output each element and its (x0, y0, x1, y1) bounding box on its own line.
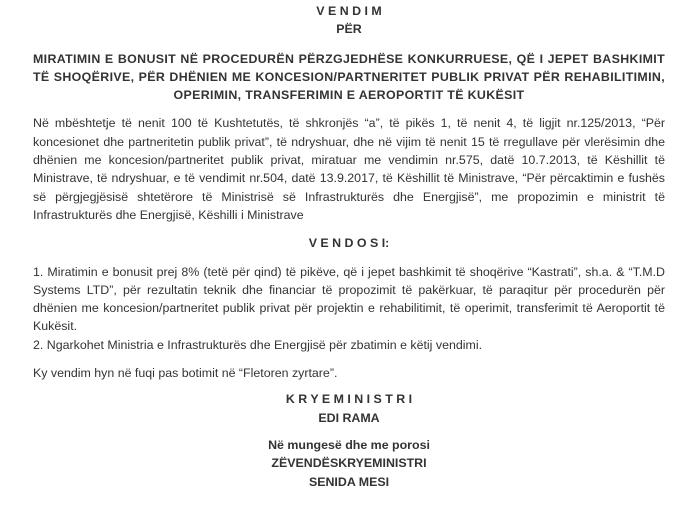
decides-heading: V E N D O S I: (308, 236, 390, 251)
decision-item-2: 2. Ngarkohet Ministria e Infrastrukturës dhe Energjisë për zbatimin e këtij vendimi. (33, 337, 483, 352)
document-body (33, 2, 665, 491)
decision-items-list (33, 263, 665, 354)
absence-note: Në mungesë dhe me porosi (268, 437, 430, 452)
document-title: V E N D I M (316, 4, 382, 18)
prime-minister-name: EDI RAMA (318, 410, 380, 425)
decision-item-1: 1. Miratimin e bonusit prej 8% (tetë për qind) të pikëve, që i jepet bashkimit të shoqërive “Kastrati”, sh.a. & “T.M.D Systems LTD”, për rezultatin teknik dhe financiar të propozimit të pakërkuar, të paraqitur për procedurën për dhënien me koncesion/partneritet publik privat për projektin e rehabilitimit, të operimit, transferimit të Aeroportit të Kukësit. (33, 264, 665, 334)
decision-subject: MIRATIMIN E BONUSIT NË PROCEDURËN PËRZGJEDHËSE KONKURRUESE, QË I JEPET BASHKIMIT TË SHOQËRIVE, PËR DHËNIEN ME KONCESION/PARTNERITET PUBLIK PRIVAT PËR REHABILITIMIN, OPERIMIN, TRANSFERIMIN E AEROPORTIT TË KUKËSIT (33, 51, 665, 103)
prime-minister-title: K R Y E M I N I S T R I (285, 392, 413, 407)
document-subtitle: PËR (336, 22, 362, 37)
preamble-paragraph: Në mbështetje të nenit 100 të Kushtetutës, të shkronjës “a”, të pikës 1, të nenit 4, të ligjit nr.125/2013, “Për koncesionet dhe partneritetin publik privat”, të ndryshuar, dhe në vijim të nenit 15 të rregullave për vlerësimin dhe dhënien me koncesion/partneritet publik privat, miratuar me vendimin nr.575, datë 10.7.2013, të Këshillit të Ministrave, të ndryshuar, e të vendimit nr.504, datë 13.9.2017, të Këshillit të Ministrave, “Për përcaktimin e fushës së përgjegjësisë shtetërore të Ministrisë së Infrastrukturës dhe Energjisë”, me propozimin e ministrit të Infrastrukturës dhe Energjisë, Këshilli i Ministrave (33, 116, 665, 222)
entry-into-force-text: Ky vendim hyn në fuqi pas botimit në “Fletoren zyrtare”. (33, 366, 338, 381)
deputy-name: SENIDA MESI (308, 474, 390, 489)
deputy-title: ZËVENDËSKRYEMINISTRI (271, 456, 427, 471)
signature-block (33, 390, 665, 490)
